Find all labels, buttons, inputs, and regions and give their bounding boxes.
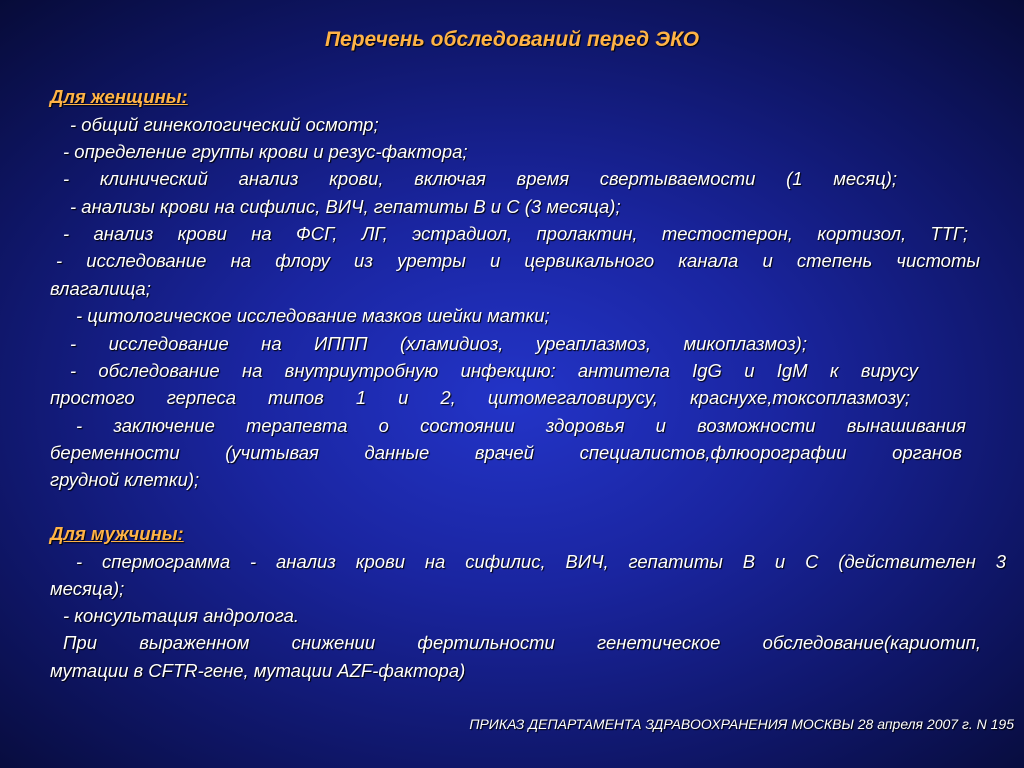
women-item: - исследование на ИППП (хламидиоз, уреаплазмоз, микоплазмоз); (70, 333, 807, 354)
women-item: - обследование на внутриутробную инфекцию: антитела IgG и IgM к вирусу (70, 360, 918, 381)
women-item: влагалища; (50, 278, 151, 299)
women-item: - клинический анализ крови, включая время свертываемости (1 месяц); (63, 168, 897, 189)
women-item: грудной клетки); (50, 469, 200, 490)
women-item: - цитологическое исследование мазков шейки матки; (76, 305, 550, 326)
men-item: При выраженном снижении фертильности генетическое обследование(кариотип, (63, 632, 981, 653)
men-item: - консультация андролога. (63, 605, 300, 626)
women-heading: Для женщины: (50, 86, 188, 107)
women-item: - определение группы крови и резус-фактора; (63, 141, 468, 162)
women-item: - заключение терапевта о состоянии здоровья и возможности вынашивания (76, 415, 966, 436)
men-item: мутации в CFTR-гене, мутации AZF-фактора) (50, 660, 466, 681)
slide-title: Перечень обследований перед ЭКО (324, 28, 700, 51)
men-item: - спермограмма - анализ крови на сифилис, ВИЧ, гепатиты В и С (действителен 3 (76, 551, 1006, 572)
women-item: простого герпеса типов 1 и 2, цитомегаловирусу, краснухе,токсоплазмозу; (50, 387, 910, 408)
men-item: месяца); (50, 578, 125, 599)
women-item: - общий гинекологический осмотр; (70, 114, 379, 135)
footer-citation: ПРИКАЗ ДЕПАРТАМЕНТА ЗДРАВООХРАНЕНИЯ МОСКВЫ 28 апреля 2007 г. N 195 (469, 716, 1014, 732)
women-item: - анализ крови на ФСГ, ЛГ, эстрадиол, пролактин, тестостерон, кортизол, ТТГ; (63, 223, 968, 244)
men-heading: Для мужчины: (50, 523, 184, 544)
women-item: беременности (учитывая данные врачей специалистов,флюорографии органов (50, 442, 962, 463)
women-item: - исследование на флору из уретры и цервикального канала и степень чистоты (56, 250, 980, 271)
women-item: - анализы крови на сифилис, ВИЧ, гепатиты В и С (3 месяца); (70, 196, 621, 217)
